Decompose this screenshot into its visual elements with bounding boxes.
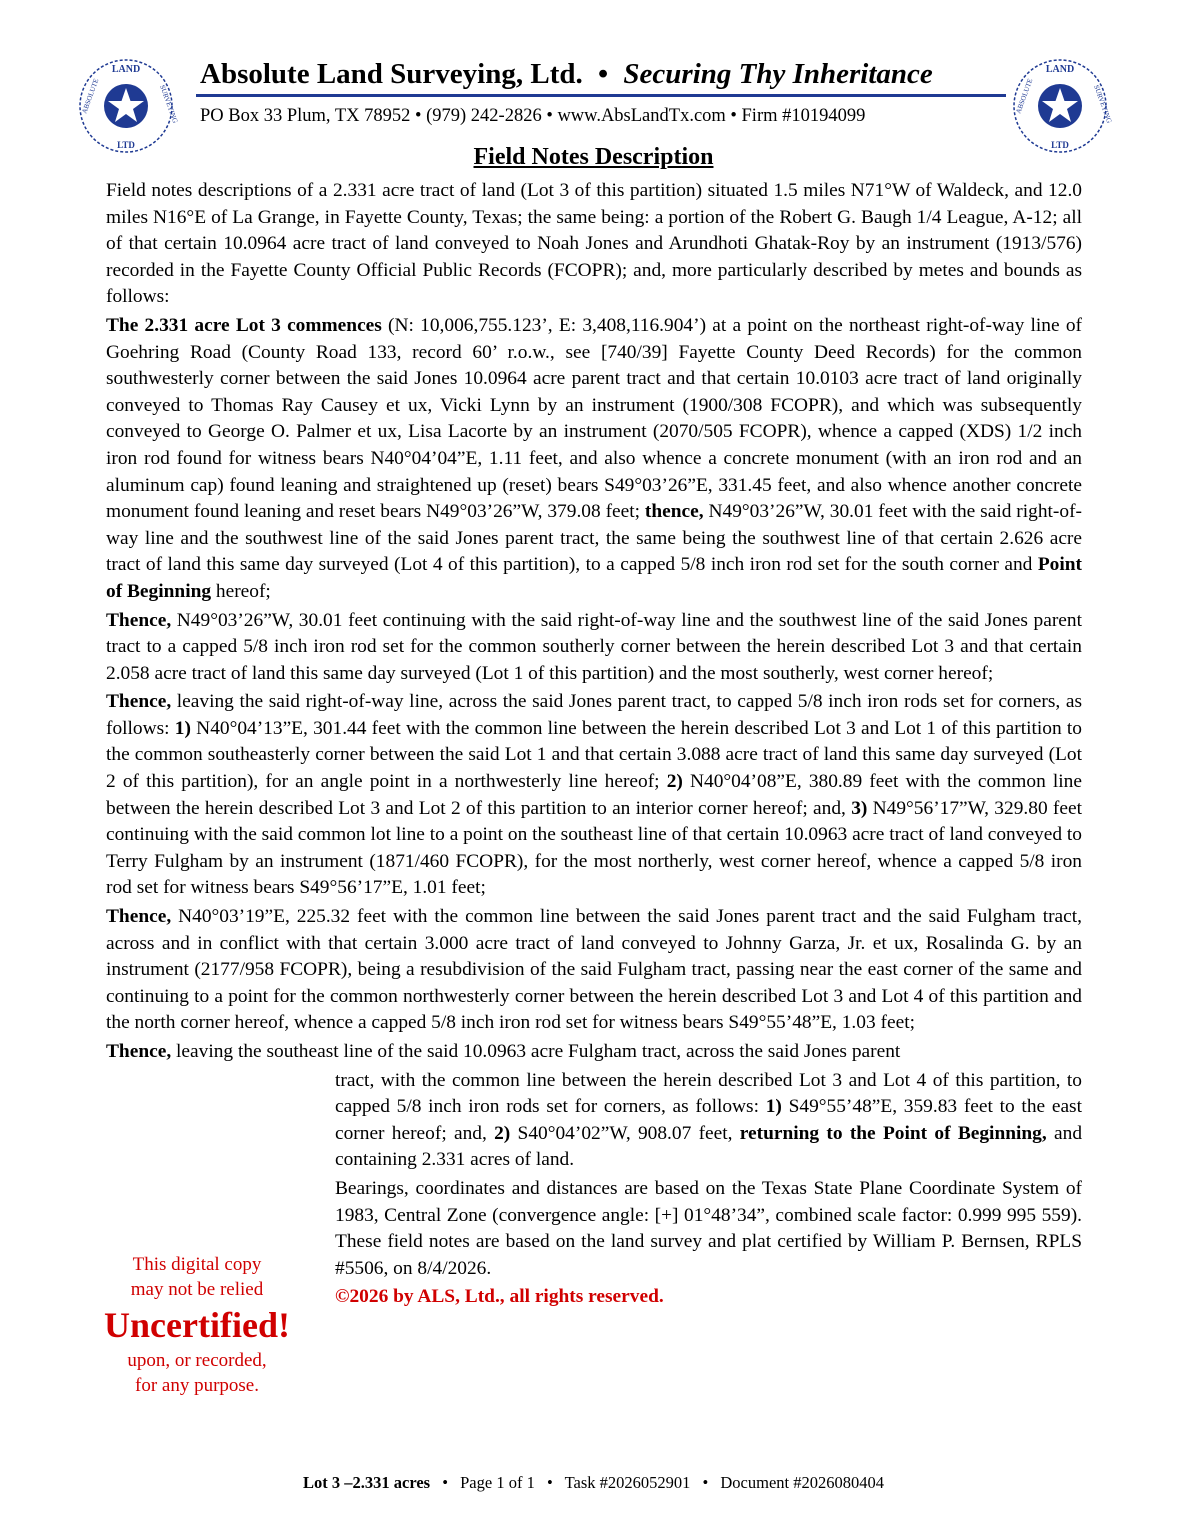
paragraph-call-4: Thence, leaving the southeast line of the said 10.0963 acre Fulgham tract, across the said Jones parent xyxy=(106,1041,901,1062)
stamp-line-1: This digital copy xyxy=(132,1254,262,1275)
footer-sep-2: • xyxy=(546,1473,553,1492)
svg-text:LTD: LTD xyxy=(117,140,135,150)
svg-text:SURVEYING: SURVEYING xyxy=(1092,83,1114,125)
footer-sep-1: • xyxy=(442,1473,448,1492)
svg-text:ABSOLUTE: ABSOLUTE xyxy=(80,77,101,115)
letterhead-title xyxy=(200,58,990,91)
footer-sep-3: • xyxy=(702,1473,709,1492)
footer-task: Task #2026052901 xyxy=(564,1473,691,1492)
company-seal-left xyxy=(76,56,180,156)
paragraph-basis: Bearings, coordinates and distances are based on the Texas State Plane Coordinate System of 1983, Central Zone (convergence angle: [+] 01°48’34”, combined scale factor: 0.999 995 559). These field notes are based on the land survey and plat certified by William P. Bernsen, RPLS #5506, on 8/4/2026. xyxy=(335,1177,1082,1279)
paragraph-call-3: Thence, N40°03’19”E, 225.32 feet with the common line between the said Jones parent tract and the said Fulgham tract, across and in conflict with that certain 3.000 acre tract of land conveyed to Johnny Garza, Jr. et ux, Rosalinda G. by an instrument (2177/958 FCOPR), being a resubdivision of the said Fulgham tract, passing near the east corner of the same and continuing to a point for the common northwesterly corner between the herein described Lot 3 and Lot 4 of this partition and the north corner hereof, whence a capped 5/8 inch iron rod set for witness bears S49°55’48”E, 1.03 feet; xyxy=(106,906,1082,1034)
svg-text:LAND: LAND xyxy=(111,64,141,75)
svg-text:SURVEYING: SURVEYING xyxy=(158,83,180,125)
stamp-line-2: may not be relied xyxy=(130,1279,264,1300)
stamp-line-3: upon, or recorded, xyxy=(127,1350,267,1371)
uncertified-stamp xyxy=(84,1252,310,1398)
svg-text:ABSOLUTE: ABSOLUTE xyxy=(1014,77,1035,115)
footer-page: Page 1 of 1 xyxy=(460,1473,535,1492)
company-seal-right xyxy=(1010,56,1114,156)
paragraph-intro: Field notes descriptions of a 2.331 acre tract of land (Lot 3 of this partition) situated 1.5 miles N71°W of Waldeck, and 12.0 miles N16°E of La Grange, in Fayette County, Texas; the same being: a portion of the Robert G. Baugh 1/4 League, A-12; all of that certain 10.0964 acre tract of land conveyed to Noah Jones and Arundhoti Ghatak-Roy by an instrument (1913/576) recorded in the Fayette County Official Public Records (FCOPR); and, more particularly described by metes and bounds as follows: xyxy=(106,180,1082,308)
svg-text:LTD: LTD xyxy=(1051,140,1069,150)
footer-document: Document #2026080404 xyxy=(720,1473,884,1492)
paragraph-call-2: Thence, leaving the said right-of-way line, across the said Jones parent tract, to capped 5/8 inch iron rods set for corners, as follows: 1) N40°04’13”E, 301.44 feet with the common line between the herein described Lot 3 and Lot 1 of this partition to the common southeasterly corner between the said Lot 1 and that certain 3.088 acre tract of land this same day surveyed (Lot 2 of this partition), for an angle point in a northwesterly line hereof; 2) N40°04’08”E, 380.89 feet with the common line between the herein described Lot 3 and Lot 2 of this partition to an interior corner hereof; and, 3) N49°56’17”W, 329.80 feet continuing with the said common lot line to a point on the southeast line of that certain 10.0963 acre tract of land conveyed to Terry Fulgham by an instrument (1871/460 FCOPR), for the most northerly, west corner hereof, whence a capped 5/8 iron rod set for witness bears S49°56’17”E, 1.01 feet; xyxy=(106,691,1082,899)
paragraph-call-1: Thence, N49°03’26”W, 30.01 feet continuing with the said right-of-way line and the southwest line of the said Jones parent tract to a capped 5/8 inch iron rod set for the common southerly corner between the herein described Lot 3 and that certain 2.058 acre tract of land this same day surveyed (Lot 1 of this partition) and the most southerly, west corner hereof; xyxy=(106,609,1082,684)
company-tagline: Securing Thy Inheritance xyxy=(623,58,933,90)
paragraph-call-4-cont: tract, with the common line between the herein described Lot 3 and Lot 4 of this partition, to capped 5/8 inch iron rods set for corners, as follows: 1) S49°55’48”E, 359.83 feet to the east corner hereof; and, 2) S40°04’02”W, 908.07 feet, returning to the Point of Beginning, and containing 2.331 acres of land. xyxy=(335,1069,1083,1171)
stamp-uncertified: Uncertified! xyxy=(104,1305,290,1345)
title-bullet: • xyxy=(598,58,609,90)
company-name: Absolute Land Surveying, Ltd. xyxy=(200,58,583,90)
indented-block xyxy=(335,1068,1082,1311)
copyright-notice: ©2026 by ALS, Ltd., all rights reserved. xyxy=(335,1286,664,1308)
letterhead-rule xyxy=(196,94,1006,97)
document-title: Field Notes Description xyxy=(473,144,714,170)
stamp-line-4: for any purpose. xyxy=(135,1375,259,1396)
paragraph-commencement: The 2.331 acre Lot 3 commences (N: 10,006,755.123’, E: 3,408,116.904’) at a point on the northeast right-of-way line of Goehring Road (County Road 133, record 60’ r.o.w., see [740/39] Fayette County Deed Records) for the common southwesterly corner between the said Jones 10.0964 acre parent tract and that certain 10.0103 acre tract of land originally conveyed to Thomas Ray Causey et ux, Vicki Lynn by an instrument (1900/308 FCOPR), and which was subsequently conveyed to George O. Palmer et ux, Lisa Lacorte by an instrument (2070/505 FCOPR), whence a capped (XDS) 1/2 inch iron rod found for witness bears N40°04’04”E, 1.11 feet, and also whence a concrete monument (with an iron rod and an aluminum cap) found leaning and straightened up (reset) bears S49°03’26”E, 331.45 feet, and also whence another concrete monument found leaning and reset bears N49°03’26”W, 379.08 feet; thence, N49°03’26”W, 30.01 feet with the said right-of-way line and the southwest line of the said Jones parent tract, the same being the southwest line of that certain 2.626 acre tract of land this same day surveyed (Lot 4 of this partition), to a capped 5/8 inch iron rod set for the south corner and Point of Beginning hereof; xyxy=(106,314,1082,602)
svg-text:LAND: LAND xyxy=(1045,64,1075,75)
field-notes-body xyxy=(106,178,1082,1313)
page-footer xyxy=(0,1473,1187,1493)
footer-lot: Lot 3 –2.331 acres xyxy=(303,1473,431,1492)
letterhead-contact: PO Box 33 Plum, TX 78952 • (979) 242-2826 • www.AbsLandTx.com • Firm #10194099 xyxy=(200,106,866,126)
